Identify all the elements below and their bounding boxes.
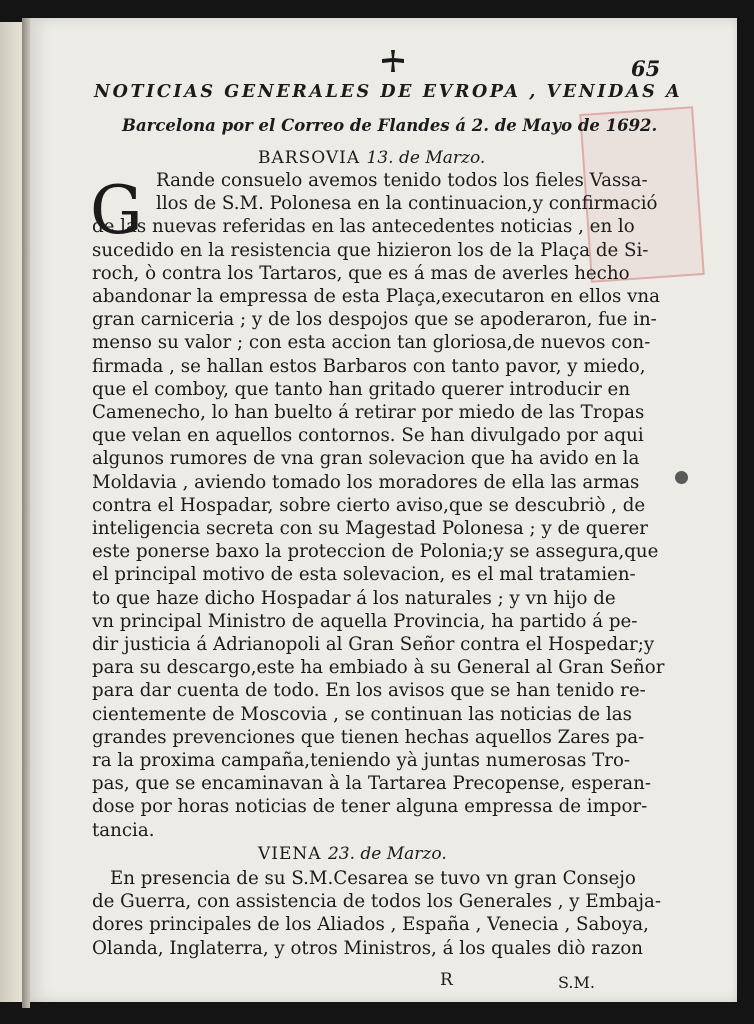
text-line: inteligencia secreta con su Magestad Polonesa ; y de querer xyxy=(92,518,648,539)
text-line: to que haze dicho Hospadar á los naturales ; y vn hijo de xyxy=(92,587,616,609)
text-line: que el comboy, que tanto han gritado querer introducir en xyxy=(92,378,631,400)
text-line: contra el Hospadar, sobre cierto aviso,que se descubriò , de xyxy=(92,494,646,516)
header-title-line1: NOTICIAS GENERALES DE EVROPA , VENIDAS A xyxy=(94,82,683,102)
text-line: algunos rumores de vna gran solevacion que ha avido en la xyxy=(92,448,640,470)
text-line: tancia. xyxy=(92,819,155,841)
text-line: dir justicia á Adrianopoli al Gran Señor contra el Hospedar;y xyxy=(92,634,655,655)
text-line: dores principales de los Aliados , España , Venecia , Saboya, xyxy=(92,914,649,936)
dateline-date: 23. de Marzo. xyxy=(327,844,447,864)
text-line: el principal motivo de esta solevacion, es el mal tratamien- xyxy=(92,564,636,586)
dateline-viena xyxy=(258,844,447,864)
text-line: roch, ò contra los Tartaros, que es á mas de averles hecho xyxy=(92,262,630,284)
text-line: para dar cuenta de todo. En los avisos que se han tenido re- xyxy=(92,680,646,702)
text-line: firmada , se hallan estos Barbaros con tanto pavor, y miedo, xyxy=(92,355,646,377)
text-line: En presencia de su S.M.Cesarea se tuvo vn gran Consejo xyxy=(110,868,636,889)
dateline-barsovia xyxy=(258,148,485,168)
document-page xyxy=(30,18,737,1002)
dateline-city: VIENA xyxy=(258,844,322,864)
text-line: que velan en aquellos contornos. Se han divulgado por aqui xyxy=(92,425,644,447)
text-line: de las nuevas referidas en las antecedentes noticias , en lo xyxy=(92,216,635,238)
text-line: grandes prevenciones que tienen hechas aquellos Zares pa- xyxy=(92,726,645,748)
cross-pattee-icon xyxy=(382,50,404,72)
text-line: Olanda, Inglaterra, y otros Ministros, á los quales diò razon xyxy=(92,937,643,959)
text-line: Camenecho, lo han buelto á retirar por miedo de las Tropas xyxy=(92,402,645,423)
catchword: S.M. xyxy=(558,973,595,992)
text-line: dose por horas noticias de tener alguna empressa de impor- xyxy=(92,796,648,818)
text-line: menso su valor ; con esta accion tan gloriosa,de nuevos con- xyxy=(92,332,651,354)
text-line: Rande consuelo avemos tenido todos los fieles Vassa- xyxy=(156,170,648,191)
text-line: sucedido en la resistencia que hizieron los de la Plaça de Si- xyxy=(92,239,649,261)
page-number: 65 xyxy=(631,56,661,81)
text-line: de Guerra, con assistencia de todos los Generales , y Embaja- xyxy=(92,891,661,913)
dateline-city: BARSOVIA xyxy=(258,148,361,168)
book-gutter xyxy=(22,18,30,1008)
text-line: gran carniceria ; y de los despojos que se apoderaron, fue in- xyxy=(92,309,657,331)
text-line: este ponerse baxo la proteccion de Polonia;y se assegura,que xyxy=(92,541,659,563)
signature-mark: R xyxy=(440,970,453,990)
drop-cap: G xyxy=(90,172,143,249)
facing-page-edge xyxy=(0,22,22,1002)
text-line: vn principal Ministro de aquella Provincia, ha partido á pe- xyxy=(92,610,638,632)
text-line: pas, que se encaminavan à la Tartarea Precopense, esperan- xyxy=(92,773,651,795)
header-title-line2: Barcelona por el Correo de Flandes á 2. de Mayo de 1692. xyxy=(122,116,658,135)
text-line: abandonar la empressa de esta Plaça,executaron en ellos vna xyxy=(92,286,660,307)
dateline-date: 13. de Marzo. xyxy=(366,148,486,168)
text-line: Moldavia , aviendo tomado los moradores de ella las armas xyxy=(92,471,640,493)
text-line: ra la proxima campaña,teniendo yà juntas numerosas Tro- xyxy=(92,750,631,771)
text-line: cientemente de Moscovia , se continuan las noticias de las xyxy=(92,703,632,725)
text-line: llos de S.M. Polonesa en la continuacion,y confirmació xyxy=(156,193,658,215)
text-line: para su descargo,este ha embiado à su General al Gran Señor xyxy=(92,657,665,679)
